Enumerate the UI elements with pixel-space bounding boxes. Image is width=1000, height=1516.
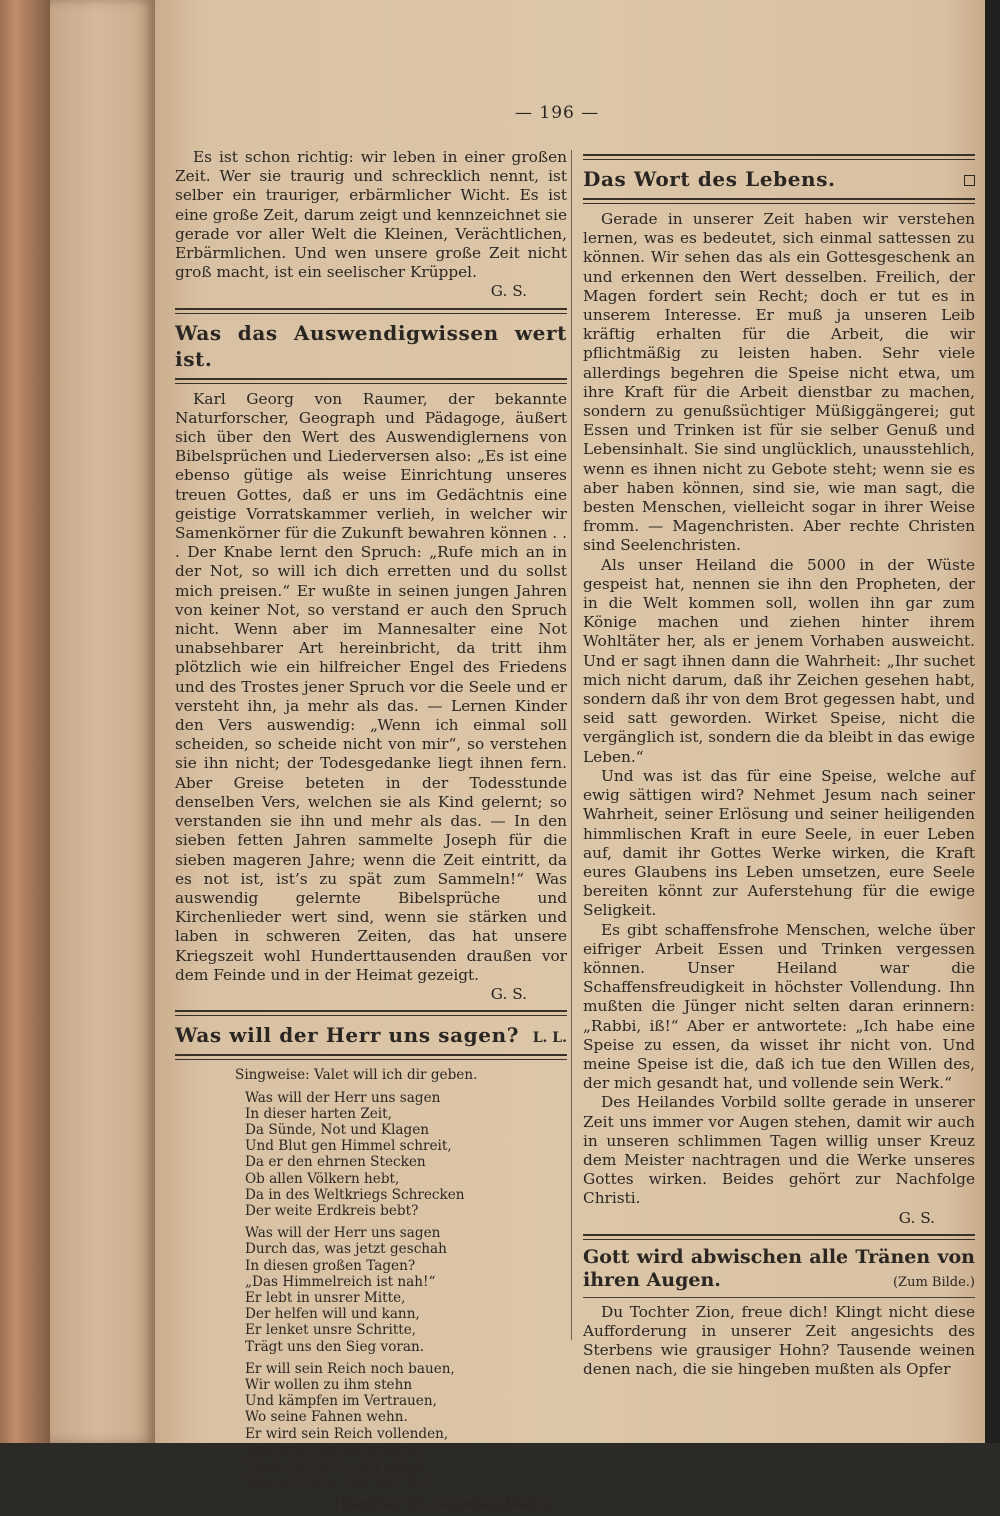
right-column — [583, 148, 975, 1380]
poem — [175, 1090, 567, 1491]
page-number: — 196 — — [515, 103, 600, 123]
section-rule — [175, 1010, 567, 1016]
section-rule — [175, 1054, 567, 1060]
section-rule — [583, 198, 975, 204]
poem-header — [175, 1022, 567, 1048]
paragraph: Als unser Heiland die 5000 in der Wüste gespeist hat, nennen sie ihn den Propheten, der in die Welt kommen soll, wollen ihn gar zum Könige machen und ziehen hinter ihrem Wohltäter her, als er jenem Vorhaben ausweicht. Und er sagt ihnen dann die Wahrheit: „Ihr suchet mich nicht darum, daß ihr Zeichen gesehen habt, sondern daß ihr von dem Brot gegessen habt, und seid satt geworden. Wirket Speise, nicht die vergänglich ist, sondern die da bleibt in das ewige Leben.“ — [583, 555, 975, 766]
poem-melody: Singweise: Valet will ich dir geben. — [235, 1067, 478, 1084]
intro-signature: G. S. — [490, 282, 527, 301]
section-rule — [583, 1297, 975, 1298]
section-rule — [583, 154, 975, 160]
article-header-word-of-life — [583, 166, 975, 192]
article-body-memorization: Karl Georg von Raumer, der bekannte Naturforscher, Geograph und Pädagoge, äußert sich über den Wert des Auswendiglernens von Bibelsprüchen und Liederversen also: „Es ist eine ebenso gütige als weise Einrichtung unseres treuen Gottes, daß er uns im Gedächtnis eine geistige Vorratskammer verlieh, in welcher wir Samenkörner für die Zukunft bewahren können . . . Der Knabe lernt den Spruch: „Rufe mich an in der Not, so will ich dich erretten und du sollst mich preisen.“ Er wußte in seinen jungen Jahren von keiner Not, so verstand er auch den Spruch nicht. Wenn aber im Mannesalter eine Not unabsehbarer Art hereinbricht, da tritt ihm plötzlich wie ein hilfreicher Engel des Friedens und des Trostes jener Spruch vor die Seele und er versteht ihn, ja mehr als das. — Lernen Kinder den Vers auswendig: „Wenn ich einmal soll scheiden, so scheide nicht von mir“, so verstehen sie ihn nicht; der Todesgedanke liegt ihnen fern. Aber Greise beteten in der Todesstunde denselben Vers, welchen sie als Kind gelernt; so verstanden sie ihn und mehr als das. — In den sieben fetten Jahren sammelte Joseph für die sieben mageren Jahre; wenn die Zeit eintritt, da es not ist, ist’s zu spät zum Sammeln!“ Was auswendig gelernte Bibelsprüche und Kirchenlieder wert sind, wenn sie stärken und laben in schweren Zeiten, das hat unsere Kriegszeit wohl Hunderttausenden draußen vor dem Feinde und in der Heimat gezeigt. — [175, 389, 567, 984]
column-divider — [571, 150, 572, 1340]
poem-author: L. L. — [532, 1030, 567, 1047]
poem-source: [Berliner Ev. Sonntagsblatt.] — [334, 1497, 553, 1514]
poem-stanza: Was will der Herr uns sagen In dieser harten Zeit, Da Sünde, Not und Klagen Und Blut gen Himmel schreit, Da er den ehrnen Stecken Ob allen Völkern hebt, Da in des Weltkriegs Schrecken Der weite Erdkreis bebt? — [245, 1089, 465, 1219]
section-rule — [175, 308, 567, 314]
poem-stanza: Was will der Herr uns sagen Durch das, was jetzt geschah In diesen großen Tagen? „Das Himmelreich ist nah!“ Er lebt in unsrer Mitte, Der helfen will und kann, Er lenket unsre Schritte, Trägt uns den Sieg voran. — [245, 1225, 447, 1355]
image-note: (Zum Bilde.) — [892, 1274, 975, 1290]
poem-title: Was will der Herr uns sagen? — [175, 1023, 520, 1048]
paragraph: Und was ist das für eine Speise, welche auf ewig sättigen wird? Nehmet Jesum nach seiner Wahrheit, seiner Erlösung und seiner heiligenden himmlischen Kraft in eure Seele, in euer Leben auf, damit ihr Gottes Werke wirken, die Kraft eures Glaubens ins Leben umsetzen, eure Seele bereiten könnt zur Auferstehung für die ewige Seligkeit. — [583, 766, 975, 920]
section-rule — [583, 1234, 975, 1240]
page — [155, 0, 985, 1514]
article-body-tears: Du Tochter Zion, freue dich! Klingt nicht diese Aufforderung in unserer Zeit angesichts des Sterbens wie grausiger Hohn? Tausende weinen denen nach, die sie hingeben mußten als Opfer — [583, 1302, 975, 1379]
article-header-tears — [583, 1246, 975, 1292]
paragraph: Des Heilandes Vorbild sollte gerade in unserer Zeit uns immer vor Augen stehen, damit wir auch in unseren schlimmen Tagen willig unser Kreuz dem Meister nachtragen und die Werke unseres Gottes wirken. Beides gehört zur Nachfolge Christi. — [583, 1093, 975, 1208]
article-title-tears: Gott wird abwischen alle Tränen von ihren Augen. — [583, 1245, 975, 1291]
paragraph: Gerade in unserer Zeit haben wir verstehen lernen, was es bedeutet, sich einmal sattessen zu können. Wir sehen das als ein Gottesgeschenk an und erkennen den Wert desselben. Freilich, der Magen fordert sein Recht; doch er tut es in unserem Interesse. Er muß ja unseren Leib kräftig erhalten für die Arbeit, die wir pflichtmäßig zu leisten haben. Sehr viele allerdings begehren die Speise nicht etwa, um ihre Kraft für die Arbeit dienstbar zu machen, sondern zu genußsüchtiger Müßiggängerei; gut Essen und Trinken ist für sie selber Genuß und Lebensinhalt. Sie sind unglücklich, unausstehlich, wenn es ihnen nicht zu Gebote steht; wenn sie es aber haben können, sind sie, wie man sagt, die besten Menschen, vielleicht sogar in ihrer Weise fromm. — Magenchristen. Aber rechte Christen sind Seelenchristen. — [583, 210, 975, 555]
article-signature: G. S. — [898, 1208, 935, 1227]
left-column — [175, 148, 567, 1516]
square-ornament-icon — [964, 175, 975, 186]
book-binding — [0, 0, 50, 1443]
intro-text: Es ist schon richtig: wir leben in einer großen Zeit. Wer sie traurig und schrecklich nennt, ist selber ein trauriger, erbärmlicher Wicht. Es ist eine große Zeit, darum zeigt und kennzeichnet sie gerade vor aller Welt die Kleinen, Verächtlichen, Erbärmlichen. Und wen unsere große Zeit nicht groß macht, ist ein seelischer Krüppel. — [175, 148, 567, 282]
article-title-memorization: Was das Auswendigwissen wert ist. — [175, 320, 567, 371]
scan-background — [985, 0, 1000, 1443]
section-rule — [175, 378, 567, 384]
article-title-word-of-life: Das Wort des Lebens. — [583, 167, 836, 191]
paragraph: Es gibt schaffensfrohe Menschen, welche über eifriger Arbeit Essen und Trinken vergessen können. Unser Heiland war die Schaffensfreudigkeit in höchster Vollendung. Ihn mußten die Jünger nicht selten daran erinnern: „Rabbi, iß!“ Aber er antwortete: „Ich habe eine Speise zu essen, da wisset ihr nicht von. Und meine Speise ist die, daß ich tue den Willen des, der mich gesandt hat, und vollende sein Werk.“ — [583, 920, 975, 1093]
previous-page-edge — [50, 0, 155, 1443]
article-signature: G. S. — [490, 984, 527, 1003]
poem-stanza: Er will sein Reich noch bauen, Wir wollen zu ihm stehn Und kämpfen im Vertrauen, Wo seine Fahnen wehn. Er wird sein Reich vollenden, Bald naht das Morgenrot, Einst wird auf ewig enden Krieg, Sünde, Not und Tod. — [245, 1360, 455, 1491]
